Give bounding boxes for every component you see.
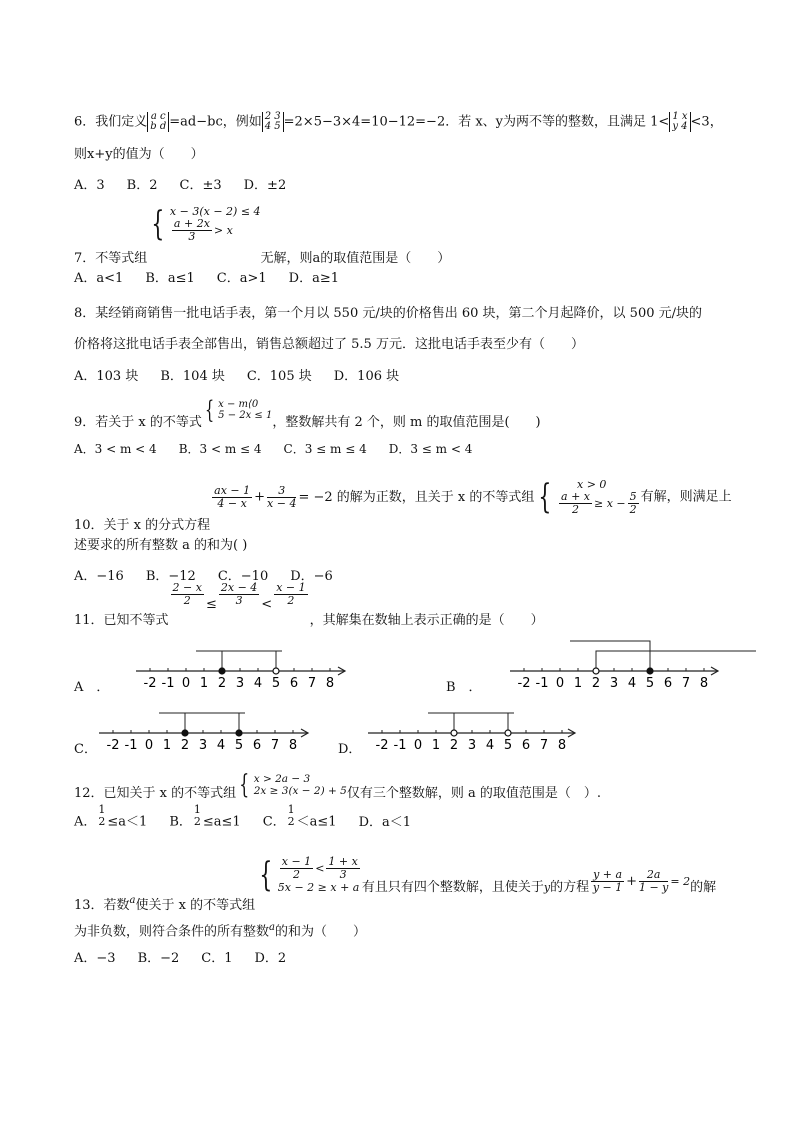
q10-frac1: $\frac{ax - 1}{4 - x}$ — [214, 483, 251, 510]
q6-text-b: =ad−bc，例如 — [169, 114, 262, 130]
range-bracket-right — [159, 713, 239, 733]
open-endpoint — [593, 668, 599, 674]
option-c[interactable]: C．105 块 — [246, 369, 312, 384]
option-c[interactable]: C．1 — [201, 951, 233, 966]
q11-suffix: ，其解集在数轴上表示正确的是（ ） — [309, 613, 544, 628]
tick-label: 0 — [144, 738, 154, 753]
option-b[interactable]: B．2 — [126, 178, 158, 193]
tick-label: 3 — [467, 738, 477, 753]
nl-label-a[interactable]: A ． — [74, 680, 110, 695]
q6-text-a: 6．我们定义 — [74, 114, 148, 130]
q9-options — [74, 440, 494, 458]
tick-label: 6 — [521, 738, 531, 753]
tick-label: 7 — [681, 676, 691, 691]
tick-label: 2 — [591, 676, 601, 691]
tick-label: 6 — [663, 676, 673, 691]
option-a[interactable]: A．3 — [74, 178, 105, 193]
q10-frac2: $\frac{3}{x - 4}$ — [267, 483, 297, 510]
tick-label: 0 — [181, 676, 191, 691]
option-d[interactable]: D．±2 — [243, 178, 287, 193]
question-7 — [74, 204, 451, 266]
axis-arrow — [338, 667, 345, 675]
tick-label: 5 — [503, 738, 513, 753]
q12-suffix: 仅有三个整数解，则 a 的取值范围是（ ）. — [346, 785, 602, 801]
q13-system: { $\frac{x - 1}{2}$ < $\frac{1 + x}{3}$ 5x − 2 ≥ x + a — [259, 855, 360, 895]
tick-label: 6 — [252, 738, 262, 753]
option-a[interactable]: A．−3 — [74, 951, 116, 966]
option-c[interactable]: C．a>1 — [216, 271, 267, 286]
tick-label: -1 — [393, 738, 407, 753]
q8-line2: 价格将这批电话手表全部售出，销售总额超过了 5.5 万元．这批电话手表至少有（ ） — [74, 337, 584, 352]
q12-prefix: 12．已知关于 x 的不等式组 — [74, 785, 237, 801]
tick-label: -2 — [375, 738, 389, 753]
tick-label: -1 — [124, 738, 138, 753]
q9-prefix: 9．若关于 x 的不等式 — [74, 414, 202, 430]
q7-options — [74, 270, 361, 288]
closed-endpoint — [219, 668, 225, 674]
q13-mid1: 使关于 x 的不等式组 — [135, 897, 256, 913]
tick-label: 4 — [627, 676, 637, 691]
tick-label: 4 — [216, 738, 226, 753]
q13-suffix: 的解 — [690, 879, 717, 895]
number-line-d — [368, 713, 575, 753]
tick-label: 5 — [271, 676, 281, 691]
tick-label: 7 — [307, 676, 317, 691]
option-b[interactable]: B． 1 2 ≤a≤1 — [169, 803, 241, 830]
option-d[interactable]: D．a＜1 — [358, 814, 412, 830]
option-c[interactable]: C．−10 — [217, 569, 269, 584]
tick-label: 0 — [555, 676, 565, 691]
q9-suffix: ，整数解共有 2 个，则 m 的取值范围是( ) — [272, 414, 541, 430]
range-bracket-left — [222, 651, 282, 671]
option-a[interactable]: A．3 < m < 4 — [74, 442, 157, 456]
tick-label: 1 — [573, 676, 583, 691]
nl-label-b[interactable]: B ． — [446, 680, 482, 695]
q6-options — [74, 177, 308, 195]
tick-label: 1 — [199, 676, 209, 691]
tick-label: 8 — [288, 738, 298, 753]
closed-endpoint — [236, 730, 242, 736]
q6-text-c: =2×5−3×4=10−12=−2．若 x、y为两不等的整数，且满足 1< — [283, 114, 670, 130]
axis-arrow — [301, 729, 308, 737]
tick-label: 8 — [325, 676, 335, 691]
tick-label: -2 — [106, 738, 120, 753]
option-a[interactable]: A．−16 — [74, 569, 124, 584]
tick-label: -2 — [143, 676, 157, 691]
range-bracket-right — [428, 713, 508, 733]
tick-label: 3 — [609, 676, 619, 691]
q12-system: { x > 2a − 3 2x ≥ 3(x − 2) + 5 — [239, 770, 347, 800]
option-b[interactable]: B．−12 — [145, 569, 196, 584]
q13-line2: 为非负数，则符合条件的所有整数$^a$的和为（ ） — [74, 922, 366, 940]
range-bracket-right — [196, 651, 276, 671]
option-d[interactable]: D．a≥1 — [288, 271, 339, 286]
tick-label: 2 — [449, 738, 459, 753]
q7-suffix: 无解，则a的取值范围是（ ） — [260, 250, 451, 266]
option-d[interactable]: D．3 ≤ m < 4 — [388, 442, 473, 456]
tick-label: 6 — [289, 676, 299, 691]
nl-label-c[interactable]: C． — [74, 742, 97, 757]
tick-label: 5 — [645, 676, 655, 691]
axis-arrow — [711, 667, 718, 675]
option-b[interactable]: B．a≤1 — [145, 271, 195, 286]
option-b[interactable]: B．−2 — [137, 951, 180, 966]
tick-label: 0 — [413, 738, 423, 753]
example-matrix: 2 3 4 5 — [262, 112, 284, 132]
tick-label: -1 — [535, 676, 549, 691]
closed-endpoint — [182, 730, 188, 736]
option-a[interactable]: A．103 块 — [74, 369, 139, 384]
tick-label: 2 — [217, 676, 227, 691]
option-c[interactable]: C．3 ≤ m ≤ 4 — [283, 442, 367, 456]
tick-label: 4 — [253, 676, 263, 691]
question-12 — [74, 770, 602, 801]
q6-text-d: <3， — [690, 114, 723, 130]
q12-options — [74, 803, 433, 834]
number-line-b — [510, 641, 756, 691]
closed-endpoint — [647, 668, 653, 674]
tick-label: 7 — [270, 738, 280, 753]
tick-label: 2 — [180, 738, 190, 753]
q8-line1: 8．某经销商销售一批电话手表，第一个月以 550 元/块的价格售出 60 块，第二个月起降价，以 500 元/块的 — [74, 306, 702, 321]
q13-options — [74, 950, 308, 968]
option-d[interactable]: D．−6 — [290, 569, 333, 584]
question-11: 11．已知不等式 $\frac{2 - x}{2}$ ≤ $\frac{2x - 4}{3}$ < $\frac{x - 1}{2}$ ，其解集在数轴上表示正确的是（ ） — [74, 581, 544, 628]
tick-label: 8 — [557, 738, 567, 753]
q10-system: { x > 0 $\frac{a + x}{2}$ ≥ x − $\frac{5}{2}$ — [538, 477, 637, 517]
q8-options — [74, 368, 421, 386]
condition-matrix: 1 x y 4 — [669, 112, 690, 132]
q11-prefix: 11．已知不等式 — [74, 613, 169, 628]
q10-options — [74, 568, 355, 586]
tick-label: 8 — [699, 676, 709, 691]
option-d[interactable]: D．2 — [254, 951, 287, 966]
q6-line2: 则x+y的值为（ ） — [74, 147, 204, 162]
option-c[interactable]: C．±3 — [179, 178, 222, 193]
question-13: 13．若数$_a$使关于 x 的不等式组 { $\frac{x - 1}{2}$ < $\frac{1 + x}{3}$ 5x − 2 ≥ x + a 有且只有四个整数解，且使关于$_y$的方程 $\frac{y + a}{y - 1}$ + $\frac{2a}{1 - y}$ $_{= 2}$的解 — [74, 855, 717, 913]
range-bracket-left — [596, 651, 756, 671]
option-c[interactable]: C． 1 2 ＜a≤1 — [262, 803, 337, 830]
tick-label: 1 — [431, 738, 441, 753]
q10-prefix: 10．关于 x 的分式方程 — [74, 517, 211, 533]
number-line-a — [136, 651, 345, 691]
q9-system: { x − m⟨0 5 − 2x ≤ 1 — [204, 396, 273, 424]
tick-label: 4 — [485, 738, 495, 753]
question-10: 10．关于 x 的分式方程 $\frac{ax - 1}{4 - x}$ + $\frac{3}{x - 4}$ = −2 的解为正数，且关于 x 的不等式组 { x > 0 $\frac{a + x}{2}$ ≥ x − $\frac{5}{2}$ 有解，则满足上 — [74, 477, 732, 533]
axis-arrow — [568, 729, 575, 737]
range-bracket-left — [185, 713, 245, 733]
def-matrix: a c b d — [147, 112, 169, 132]
tick-label: -2 — [517, 676, 531, 691]
option-d[interactable]: D．106 块 — [333, 369, 400, 384]
number-line-c — [99, 713, 308, 753]
open-endpoint — [273, 668, 279, 674]
q13-mid3: 的方程 — [550, 879, 590, 895]
q13-mid2: 有且只有四个整数解，且使关于 — [361, 879, 544, 895]
open-endpoint — [451, 730, 457, 736]
question-9 — [74, 396, 541, 430]
option-b[interactable]: B．3 < m ≤ 4 — [178, 442, 262, 456]
open-endpoint — [505, 730, 511, 736]
range-bracket-right — [570, 641, 650, 671]
q10-line2: 述要求的所有整数 a 的和为( ) — [74, 538, 248, 553]
option-a[interactable]: A． 1 2 ≤a＜1 — [74, 803, 148, 830]
tick-label: -1 — [161, 676, 175, 691]
tick-label: 7 — [539, 738, 549, 753]
q13-prefix: 13．若数 — [74, 897, 130, 913]
tick-label: 3 — [235, 676, 245, 691]
q10-suffix: 有解，则满足上 — [640, 489, 732, 505]
option-b[interactable]: B．104 块 — [160, 369, 225, 384]
tick-label: 3 — [198, 738, 208, 753]
q7-system: { x − 3(x − 2) ≤ 4 $\frac{a + 2x}{3}$ > x — [151, 204, 261, 244]
q10-mid: = −2 的解为正数，且关于 x 的不等式组 — [298, 489, 535, 505]
option-a[interactable]: A．a<1 — [74, 271, 124, 286]
question-6 — [74, 112, 723, 132]
range-bracket-left — [454, 713, 514, 733]
q7-prefix: 7．不等式组 — [74, 250, 148, 266]
nl-label-d[interactable]: D． — [338, 742, 362, 757]
tick-label: 5 — [234, 738, 244, 753]
tick-label: 1 — [162, 738, 172, 753]
